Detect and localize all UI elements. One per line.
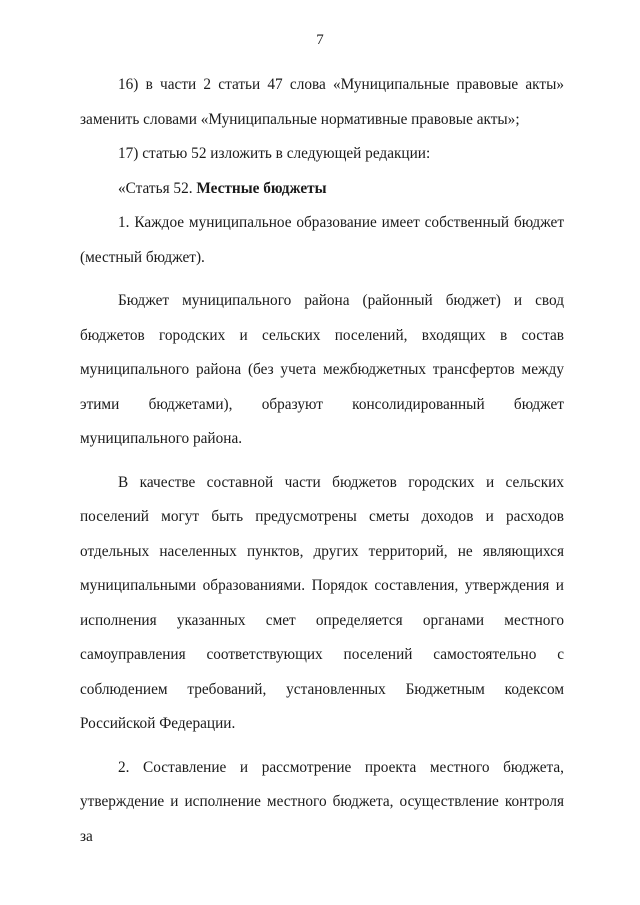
article-heading-title: Местные бюджеты [196,179,327,197]
paragraph-clause-1: 1. Каждое муниципальное образование имеет собственный бюджет (местный бюджет). [80,214,564,266]
document-body [80,68,564,854]
page-number: 7 [316,32,324,48]
paragraph-item-17: 17) статью 52 изложить в следующей редакции: [118,145,431,162]
paragraph-clause-2: 2. Составление и рассмотрение проекта местного бюджета, утверждение и исполнение местного бюджета, осуществление контроля за [80,758,564,845]
paragraph-settlement-estimates: В качестве составной части бюджетов городских и сельских поселений могут быть предусмотрены сметы доходов и расходов отдельных населенных пунктов, других территорий, не являющихся муниципальными образованиями. Порядок составления, утверждения и исполнения указанных смет определяется органами местного самоуправления соответствующих поселений самостоятельно с соблюдением требований, установленных Бюджетным кодексом Российской Федерации. [80,473,564,732]
paragraph-district-budget: Бюджет муниципального района (районный бюджет) и свод бюджетов городских и сельских поселений, входящих в состав муниципального района (без учета межбюджетных трансфертов между этими бюджетами), образуют консолидированный бюджет муниципального района. [80,292,564,447]
paragraph-item-16: 16) в части 2 статьи 47 слова «Муниципальные правовые акты» заменить словами «Муниципальные нормативные правовые акты»; [80,76,564,128]
article-heading-prefix: «Статья 52. [118,179,193,197]
article-heading [80,172,564,207]
